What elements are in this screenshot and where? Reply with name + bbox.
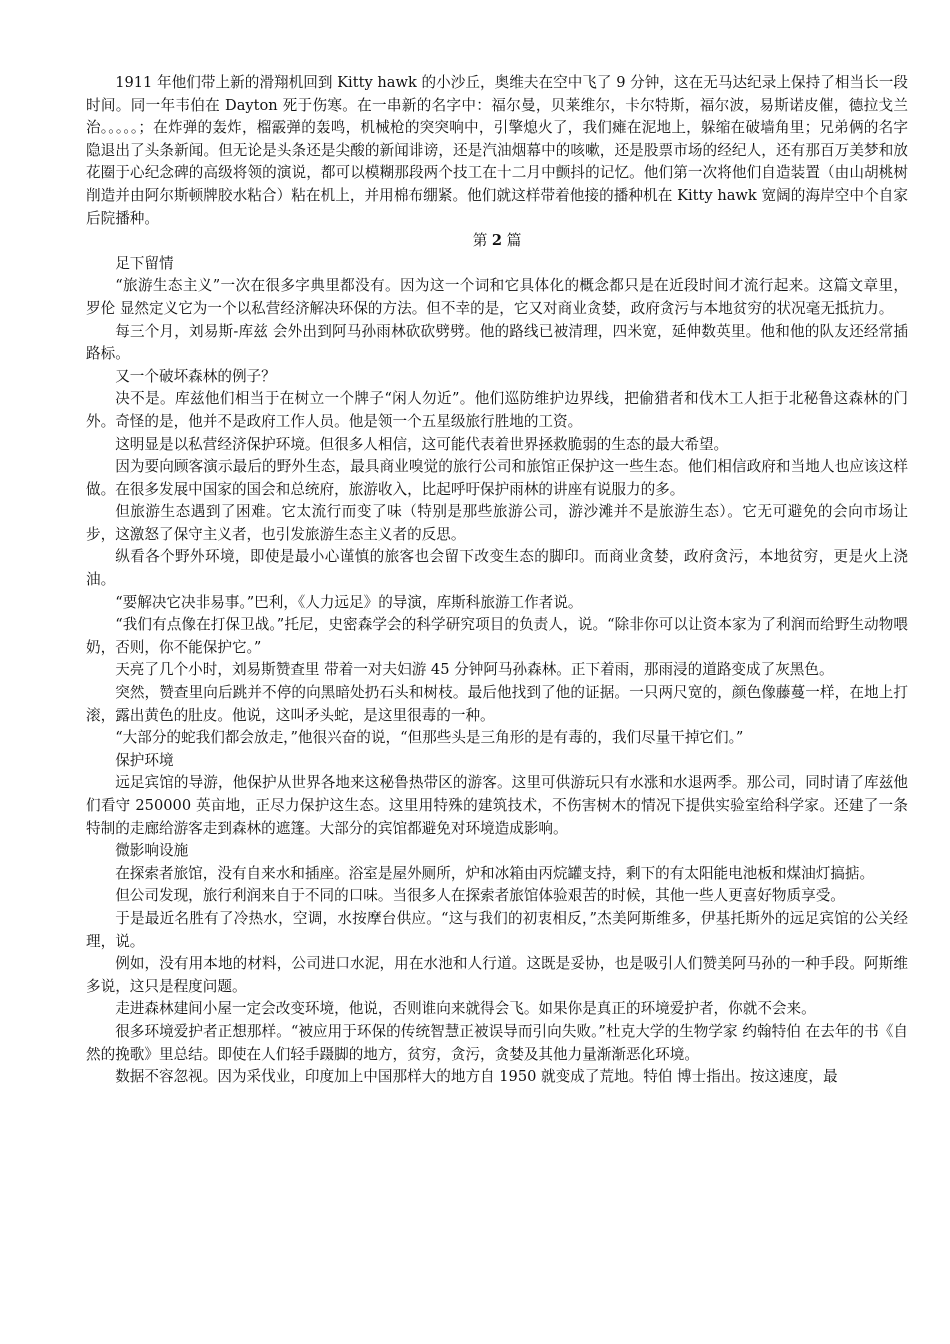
paragraph: 例如，没有用本地的材料，公司进口水泥，用在水池和人行道。这既是妥协，也是吸引人们赞美阿马孙的一种手段。阿斯维多说，这只是程度问题。 — [86, 955, 908, 995]
paragraph: 又一个破坏森林的例子？ — [115, 367, 276, 385]
paragraph: 数据不容忽视。因为采伐业，印度加上中国那样大的地方自 1950 就变成了荒地。特伯 博士指出。按这速度，最 — [115, 1068, 838, 1086]
paragraph: 天亮了几个小时，刘易斯赞查里 带着一对夫妇游 45 分钟阿马孙森林。正下着雨，那雨浸的道路变成了灰黑色。 — [115, 661, 834, 679]
section-heading: 足下留情 — [115, 254, 174, 272]
document-page — [86, 72, 908, 1089]
paragraph: 但旅游生态遇到了困难。它太流行而变了味（特别是那些旅游公司，游沙滩并不是旅游生态）。它无可避免的会向市场让步，这激怒了保守主义者，也引发旅游生态主义者的反思。 — [86, 503, 908, 543]
section-prefix: 第 — [472, 232, 492, 250]
section-title — [86, 230, 908, 253]
quote-paragraph: “我们有点像在打保卫战。”托尼，史密森学会的科学研究项目的负责人，说。“除非你可以让资本家为了利润而给野生动物喂奶，否则，你不能保护它。” — [86, 616, 908, 656]
section-suffix: 篇 — [502, 232, 522, 250]
section-number: 2 — [491, 232, 503, 250]
paragraph: 纵看各个野外环境，即使是最小心谨慎的旅客也会留下改变生态的脚印。而商业贪婪，政府贪污，本地贫穷，更是火上浇油。 — [86, 548, 908, 589]
quote-paragraph: “要解决它决非易事。”巴利，《人力远足》的导演，库斯科旅游工作者说。 — [115, 593, 583, 611]
paragraph: 这明显是以私营经济保护环境。但很多人相信，这可能代表着世界拯救脆弱的生态的最大希望。 — [115, 435, 729, 453]
paragraph: 远足宾馆的导游，他保护从世界各地来这秘鲁热带区的游客。这里可供游玩只有水涨和水退两季。那公司，同时请了库兹他们看守 250000 英亩地，正尽力保护这生态。这里用特殊的建筑技术，不伤害树木的情况下提供实验室给科学家。还建了一条特制的走廊给游客走到森林的遮篷。大部分的宾馆都避免对环境造成影响。 — [86, 774, 908, 837]
paragraph: 因为要向顾客演示最后的野外生态，最具商业嗅觉的旅行公司和旅馆正保护这一些生态。他们相信政府和当地人也应该这样做。在很多发展中国家的国会和总统府，旅游收入，比起呼吁保护雨林的讲座有说服力的多。 — [86, 458, 908, 498]
subheading-low-impact-facilities: 微影响设施 — [115, 842, 189, 860]
paragraph: 突然，赞查里向后跳并不停的向黑暗处扔石头和树枝。最后他找到了他的证据。一只两尺宽的，颜色像藤蔓一样，在地上打滚，露出黄色的肚皮。他说，这叫矛头蛇，是这里很毒的一种。 — [86, 684, 908, 724]
paragraph: 在探索者旅馆，没有自来水和插座。浴室是屋外厕所，炉和冰箱由丙烷罐支持，剩下的有太阳能电池板和煤油灯搞掂。 — [115, 864, 875, 882]
paragraph: 每三个月，刘易斯-库兹 会外出到阿马孙雨林砍砍劈劈。他的路线已被清理，四米宽，延伸数英里。他和他的队友还经常插路标。 — [86, 322, 908, 363]
subheading-protect-environment: 保护环境 — [115, 751, 174, 769]
paragraph: 决不是。库兹他们相当于在树立一个牌子“闲人勿近”。他们巡防维护边界线，把偷猎者和伐木工人拒于北秘鲁这森林的门外。奇怪的是，他并不是政府工作人员。他是领一个五星级旅行胜地的工资。 — [86, 390, 908, 430]
quote-paragraph: “大部分的蛇我们都会放走，”他很兴奋的说，“但那些头是三角形的是有毒的，我们尽量干掉它们。” — [115, 729, 744, 747]
paragraph: 于是最近名胜有了冷热水，空调，水按摩台供应。“这与我们的初衷相反，”杰美阿斯维多，伊基托斯外的远足宾馆的公关经理，说。 — [86, 909, 908, 950]
paragraph: 走进森林建间小屋一定会改变环境，他说，否则谁向来就得会飞。如果你是真正的环境爱护者，你就不会来。 — [115, 1000, 816, 1018]
paragraph: 很多环境爱护者正想那样。“被应用于环保的传统智慧正被误导而引向失败。”杜克大学的生物学家 约翰特伯 在去年的书《自然的挽歌》里总结。即使在人们轻手蹑脚的地方，贫穷，贪污，贪婪及其他力量渐渐恶化环境。 — [86, 1022, 908, 1063]
paragraph: “旅游生态主义”一次在很多字典里都没有。因为这一个词和它具体化的概念都只是在近段时间才流行起来。这篇文章里， 罗伦 显然定义它为一个以私营经济解决环保的方法。但不幸的是，它又对商业贪婪，政府贪污与本地贫穷的状况毫无抵抗力。 — [86, 277, 908, 317]
paragraph: 但公司发现，旅行利润来自于不同的口味。当很多人在探索者旅馆体验艰苦的时候，其他一些人更喜好物质享受。 — [115, 887, 845, 905]
intro-paragraph: 1911 年他们带上新的滑翔机回到 Kitty hawk 的小沙丘，奥维夫在空中飞了 9 分钟，这在无马达纪录上保持了相当长一段时间。同一年韦伯在 Dayton 死于伤寒。在一串新的名字中：福尔曼，贝莱维尔，卡尔特斯，福尔波，易斯诺皮催，德拉戈兰治。。。。。；在炸弹的轰炸，榴霰弹的轰鸣，机械枪的突突响中，引擎熄火了，我们瘫在泥地上，躲缩在破墙角里；兄弟俩的名字隐退出了头条新闻。但无论是头条还是尖酸的新闻诽谤，还是汽油烟幕中的咳嗽，还是股票市场的经纪人，还有那百万美梦和放花圈于心纪念碑的高级将领的演说，都可以模糊那段两个技工在十二月中颤抖的记忆。他们第一次将他们自造装置（由山胡桃树削造并由阿尔斯顿牌胶水粘合）粘在机上，并用棉布绷紧。他们就这样带着他接的播种机在 Kitty hawk 宽阔的海岸空中个自家后院播种。 — [86, 74, 908, 227]
